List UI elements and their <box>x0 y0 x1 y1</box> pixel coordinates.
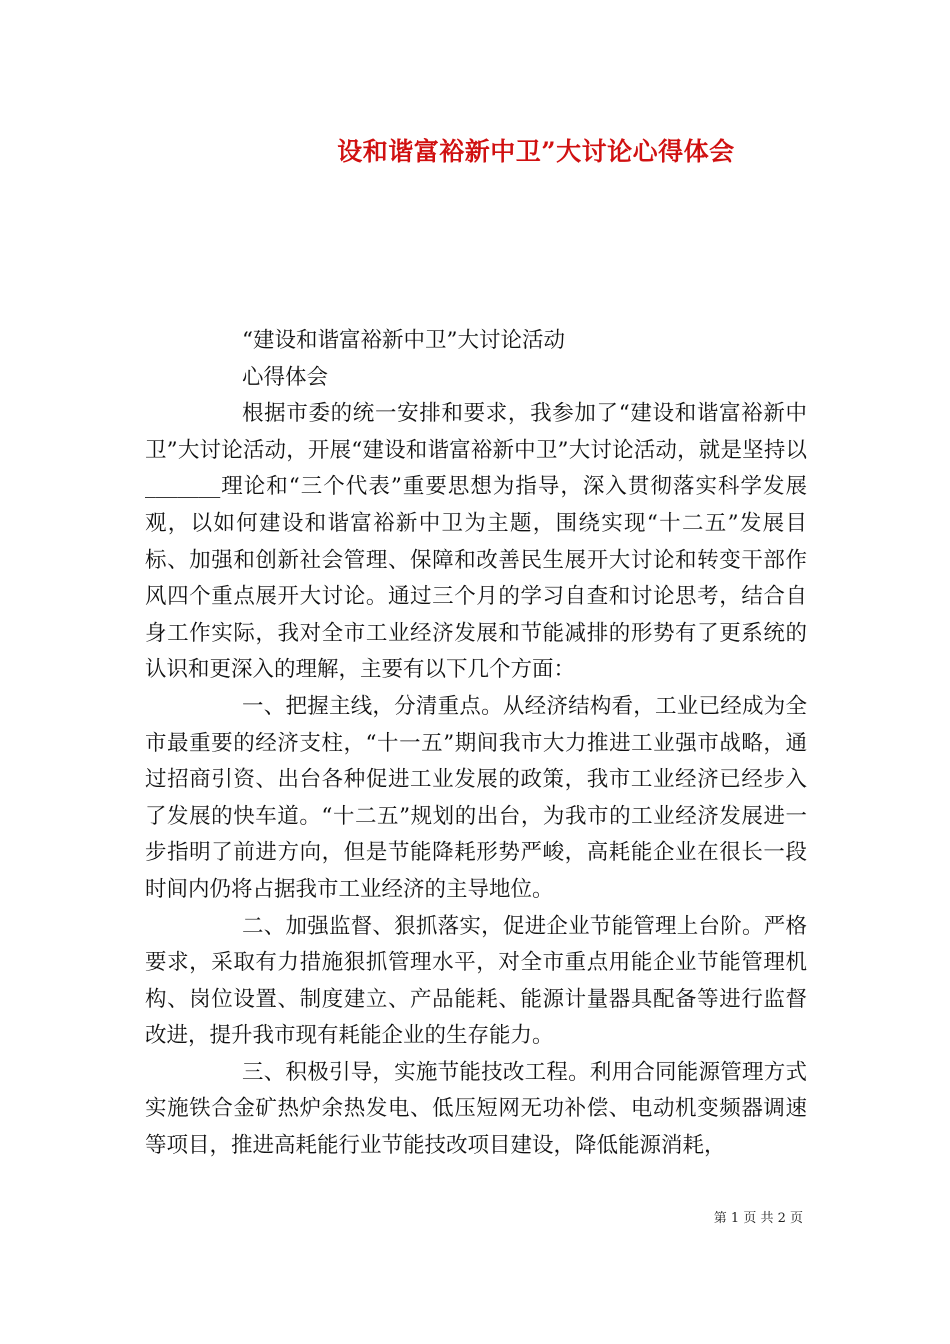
page-number: 第 1 页 共 2 页 <box>713 1211 803 1226</box>
paragraph-intro: 根据市委的统一安排和要求，我参加了“建设和谐富裕新中卫”大讨论活动，开展“建设和谐富裕新中卫”大讨论活动，就是坚持以_______理论和“三个代表”重要思想为指导，深入贯彻落实科学发展观，以如何建设和谐富裕新中卫为主题，围绕实现“十二五”发展目标、加强和创新社会管理、保障和改善民生展开大讨论和转变干部作风四个重点展开大讨论。通过三个月的学习自查和讨论思考，结合自身工作实际，我对全市工业经济发展和节能减排的形势有了更系统的认识和更深入的理解，主要有以下几个方面： <box>145 401 807 683</box>
paragraph-point-3: 三、积极引导，实施节能技改工程。利用合同能源管理方式实施铁合金矿热炉余热发电、低压短网无功补偿、电动机变频器调速等项目，推进高耗能行业节能技改项目建设，降低能源消耗， <box>145 1059 807 1159</box>
document-body <box>145 323 807 1165</box>
paragraph-point-1: 一、把握主线，分清重点。从经济结构看，工业已经成为全市最重要的经济支柱，“十一五”期间我市大力推进工业强市战略，通过招商引资、出台各种促进工业发展的政策，我市工业经济已经步入了发展的快车道。“十二五”规划的出台，为我市的工业经济发展进一步指明了前进方向，但是节能降耗形势严峻，高耗能企业在很长一段时间内仍将占据我市工业经济的主导地位。 <box>145 693 807 902</box>
paragraph-point-2: 二、加强监督、狠抓落实，促进企业节能管理上台阶。严格要求，采取有力措施狠抓管理水平，对全市重点用能企业节能管理机构、岗位设置、制度建立、产品能耗、能源计量器具配备等进行监督改进，提升我市现有耗能企业的生存能力。 <box>145 913 807 1049</box>
subtitle-line-2: 心得体会 <box>242 364 329 390</box>
subtitle-line-1: “建设和谐富裕新中卫”大讨论活动 <box>242 328 565 353</box>
document-title: 设和谐富裕新中卫”大讨论心得体会 <box>337 137 735 166</box>
